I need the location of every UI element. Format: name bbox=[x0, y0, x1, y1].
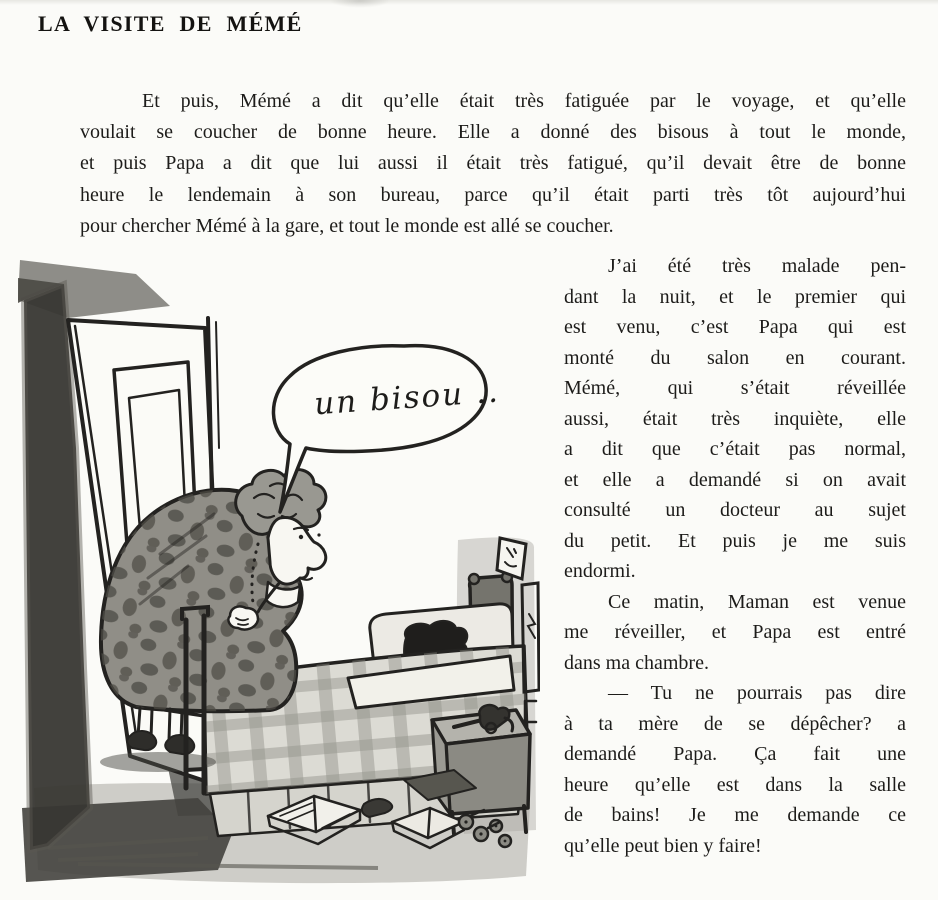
scan-edge-artifact bbox=[0, 0, 938, 5]
text-line: Ce matin, Maman est venue bbox=[608, 590, 906, 613]
grandma-shoe bbox=[165, 735, 194, 754]
text-line: me réveiller, et Papa est entré bbox=[564, 621, 906, 643]
grandma-shoe bbox=[127, 731, 156, 750]
right-text-column bbox=[564, 251, 906, 861]
text-line: heure le lendemain à son bureau, parce qu’il était parti très tôt aujourd’hui bbox=[80, 183, 906, 206]
text-line: a dit que c’était pas normal, bbox=[564, 438, 906, 460]
scan-smudge-artifact bbox=[330, 0, 390, 8]
text-line: Mémé, qui s’était réveillée bbox=[564, 377, 906, 399]
text-line: endormi. bbox=[564, 560, 636, 582]
intro-paragraph bbox=[80, 86, 906, 242]
picture-frame bbox=[497, 538, 526, 579]
text-line: pour chercher Mémé à la gare, et tout le monde est allé se coucher. bbox=[80, 214, 614, 237]
text-line: demandé Papa. Ça fait une bbox=[564, 743, 906, 765]
illustration bbox=[18, 248, 540, 896]
grandma-hands bbox=[228, 606, 258, 629]
text-line: qu’elle peut bien y faire! bbox=[564, 834, 762, 857]
speech-bubble-text: un bisou .. bbox=[313, 373, 501, 423]
text-line: dans ma chambre. bbox=[564, 651, 709, 674]
text-line: du petit. Et puis je me suis bbox=[564, 529, 906, 552]
text-line: dant la nuit, et le premier qui bbox=[564, 285, 906, 308]
text-line: — Tu ne pourrais pas dire bbox=[608, 682, 906, 704]
text-line: aussi, était très inquiète, elle bbox=[564, 407, 906, 430]
text-line: et puis Papa a dit que lui aussi il était très fatigué, qu’il devait être de bonne bbox=[80, 152, 906, 175]
text-line: voulait se coucher de bonne heure. Elle a donné des bisous à tout le monde, bbox=[80, 121, 906, 144]
chapter-title: LA VISITE DE MÉMÉ bbox=[38, 11, 303, 36]
text-line: et elle a demandé si on avait bbox=[564, 468, 906, 491]
text-line: heure qu’elle est dans la salle bbox=[564, 773, 906, 796]
text-line: Et puis, Mémé a dit qu’elle était très fatiguée par le voyage, et qu’elle bbox=[142, 90, 906, 112]
illustration-canvas bbox=[18, 248, 540, 896]
text-line: à ta mère de se dépêcher? a bbox=[564, 712, 906, 735]
text-line: est venu, c’est Papa qui est bbox=[564, 316, 906, 338]
text-line: J’ai été très malade pen- bbox=[608, 255, 906, 277]
text-line: de bains! Je me demande ce bbox=[564, 804, 906, 826]
text-line: monté du salon en courant. bbox=[564, 346, 906, 369]
text-line: consulté un docteur au sujet bbox=[564, 499, 906, 521]
